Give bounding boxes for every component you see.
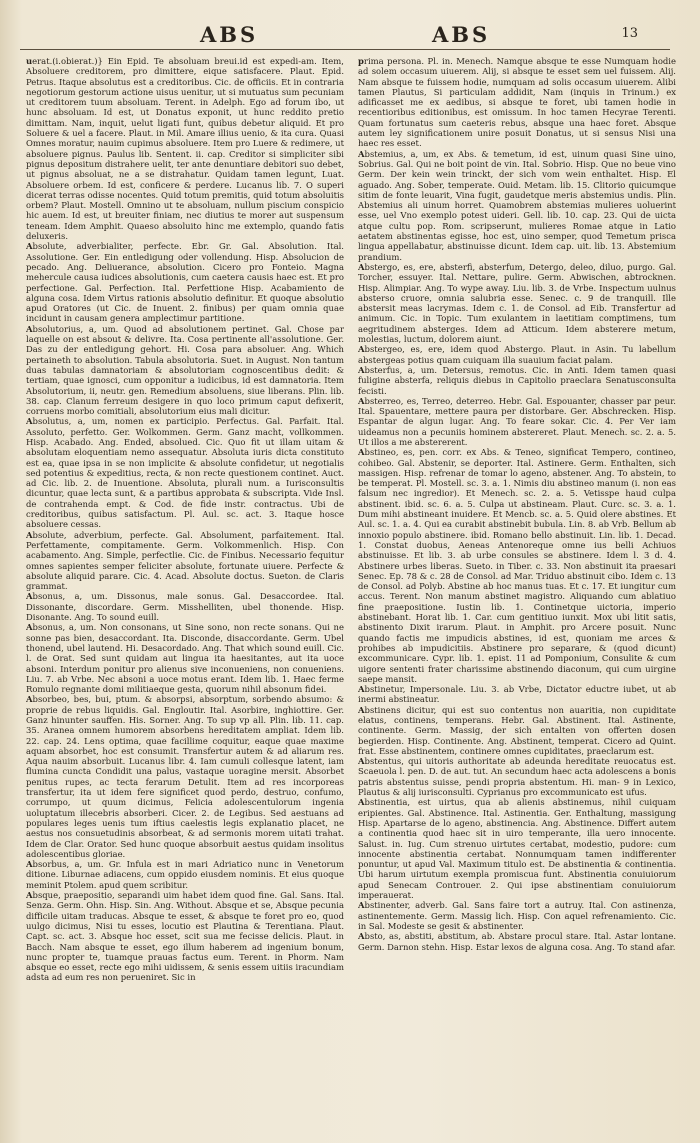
dictionary-entry: Absonus, a, um. Dissonus, male sonus. Gal. Desaccordee. Ital. Dissonante, discordare. Germ. Misshelliten, ubel thonende. Hisp. Disonante. Ang. To sound euill. — [26, 591, 344, 623]
page-number: 13 — [621, 26, 638, 41]
dictionary-entry: Absterreo, es, Terreo, deterreo. Hebr. Gal. Espouanter, chasser par peur. Ital. Spauentare, mettere paura per distorbare. Ger. Abschrecken. Hisp. Espantar de algun lugar. Ang. To feare sokar. Cic. 4. Per Ver iam uideamus non a pecuniis hominem abstereret. Plaut. Menech. sc. 2. a. 5. Ut illos a me abstererent. — [358, 395, 676, 447]
dictionary-entry: Abstineo, es, pen. corr. ex Abs. & Teneo, significat Tempero, contineo, cohibeo. Gal. Abstenir, se deporter. Ital. Astinere. Germ. Enthalten, sich massigen. Hisp. refrenar de tomar lo ageno, abstener. Ang. To abstein, to be temperat. Pl. Mostell. sc. 3. a. 1. Nimis diu abstineo manum (i. non eas falsum nec ingredior). Et Menech. sc. 2. a. 5. Vetisspe haud culpa abstinent. ibid. sc. 6. a. 5. Culpa ut abstineam. Plaut. Curc. sc. 3. a. 1. Dum mihi abstineant inuidere. Et Mencb. sc. a. 5. Quid olere abstines. Et Aul. sc. 1. a. 4. Qui ea curabit abstinebit bubula. Lin. 8. ab Vrb. Bellum ab innoxio populo abstinere. ibid. Romano bello abstinuit. Lin. lib. 1. Decad. 1. Constat duobus, Aeneas Antenoreque omne ius belli Achiuos abstinuisse. Et lib. 3. ab urbe consules se abstinere. Idem l. 3 d. 4. Abstinere urbes liberas. Sueto. in Tiber. c. 33. Non abstinuit ita praesari Senec. Ep. 78 & c. 28 de Consol. ad Mar. Triduo abstinuit cibo. Idem c. 13 de Consol. ad Polyb. Abstine ab hoc manus tuas. Et c. 17. Et iungitur cum accus. Terent. Non manum abstinet magistro. Aliquando cum ablatiuo fine praepositione. Iustin lib. 1. Continetque uictoria, imperio abstinebant. Horat lib. 1. Car. cum gentitiuo iunxit. Mox ubi litit satis, abstinento Dixit irarum. Plaut. in Amphit. pro Arcere posuit. Nunc quando factis me impudicis abstines, id est, quoniam me arces & prohibes ab impudicitiis. Abstinere pro separare, & (quod dicunt) excommunicare. Cypr. lib. 1. epist. 11 ad Pomponium, Consulite & cum uigore sententi frater charissime abstinendo diaconum, qui cum uirgine saepe mansit. — [358, 447, 676, 684]
dictionary-entry: Abstergeo, es, ere, idem quod Abstergo. Plaut. in Asin. Tu labellum abstergeas potius quam cuiquam illa suauium faciat palam. — [358, 344, 676, 365]
dictionary-entry: Absorbeo, bes, bui, ptum. & absorpsi, absorptum, sorbendo absumo: & proprie de rebus liquidis. Gal. Engloutir. Ital. Asorbire, inghiottire. Ger. Ganz hinunter sauffen. His. Sorner. Ang. To sup vp all. Plin. lib. 11. cap. 35. Aranea omnem humorem absorbens hereditatem ampliat. Idem lib. 22. cap. 24. Lens optima, quae facillime coquitur, eaque quae maxime aquam absorbet, hoc est consumit. Transfertur autem & ad aliarum res. Aqua nauim absorbuit. Lucanus libr. 4. Iam cumuli collesque latent, iam flumina cuncta Condidit una palus, vastaque uoragine mersit. Absorbet penitus rupes, ac tecta ferarum Detulit. Item ad res incorporeas transfertur, ita ut idem fere significet quod perdo, destruo, confumo, corrumpo, ut quum dicimus, Felicia adolescentulorum ingenia uoluptatum illecebris absorberi. Cicer. 2. de Legibus. Sed aestuans ad populares leges uenis tum iftius caelestis legis explanatio placet, ne aestus nos consuetudinis absorbeat, & ad sermonis morem uitati trahat. Idem de Clar. Orator. Sed hunc quoque absorbuit aestus quidam insolitus adolescentibus gloriae. — [26, 694, 344, 859]
page-header — [0, 18, 700, 50]
dictionary-entry: Abstinens dicitur, qui est suo contentus non auaritia, non cupiditate elatus, continens, temperans. Hebr. Gal. Abstinent. Ital. Astinente, continente. Germ. Massig, der sich entalten von offerten dosen begierden. Hisp. Continente. Ang. Abstinent, temperat. Cicero ad Quint. frat. Esse abstinentem, continere omnes cupiditates, praeclarum est. — [358, 704, 676, 756]
right-guide-word: ABS — [432, 22, 491, 47]
header-rule — [20, 49, 670, 50]
dictionary-entry: Absolute, adverbialiter, perfecte. Ebr. Gr. Gal. Absolution. Ital. Assolutione. Ger. Ein entledigung oder vollendung. Hisp. Absolucion de pecado. Ang. Deliuerance, absolution. Cicero pro Fonteio. Magna mehercule causa iudices absolutionis, cum caetera causis haec est. Et pro perfectione. Gal. Perfection. Ital. Perfettione Hisp. Acabamiento de alguna cosa. Idem Virtus rationis absolutio definitur. Et quoque absolutio apud Oratores (ut Cic. de Inuent. 2. finibus) per quam omnia quae incidunt in causam genera amplectimur partitione. — [26, 241, 344, 324]
dictionary-entry: Absterfus, a, um. Detersus, remotus. Cic. in Anti. Idem tamen quasi fuligine absterfa, reliquis diebus in Capitolio praeclara Senatusconsulta fecisti. — [358, 364, 676, 396]
dictionary-entry: Absolute, adverbium, perfecte. Gal. Absolument, parfaitement. Ital. Perfettamente, compitamente. Germ. Volkommenlich. Hisp. Con acabamento. Ang. Simple, perfectlie. Cic. de Finibus. Necessario fequitur omnes sapientes semper feliciter absolute, fortunate uiuere. Perfecte & absolute aliquid parare. Cic. 4. Acad. Absolute doctus. Sueton. de Claris grammat. — [26, 529, 344, 592]
dictionary-entry: Abstinetur, Impersonale. Liu. 3. ab Vrbe, Dictator eductre iubet, ut ab inermi abstineatur. — [358, 684, 676, 705]
dictionary-entry: Absonus, a, um. Non consonans, ut Sine sono, non recte sonans. Qui ne sonne pas bien, desaccordant. Ita. Disconde, disaccordante. Germ. Ubel thonend, ubel lautend. Hi. Desacordado. Ang. That which sound euill. Cic. l. de Orat. Sed sunt quidam aut lingua ita haesitantes, aut ita uoce absoni. Interdum ponitur pro alienus sive inconueniens, non conueniens. Liu. 7. ab Vrbe. Nec absoni a uoce motus erant. Idem lib. 1. Haec ferme Romulo regnante domi militiaeque gesta, quorum nihil absonum fidei. — [26, 622, 344, 695]
left-guide-word: ABS — [200, 22, 259, 47]
dictionary-entry: Absorbus, a, um. Gr. Infula est in mari Adriatico nunc in Venetorum ditione. Liburnae adiacens, cum oppido eiusdem nominis. Et eius quoque meminit Ptolem. apud quem scribitur. — [26, 859, 344, 890]
dictionary-entry: Abstergo, es, ere, absterfi, absterfum, Detergo, deleo, diluo, purgo. Gal. Torcher, essuyer. Ital. Nettare, pulire. Germ. Abwischen, abtrocknen. Hisp. Alimpiar. Ang. To wype away. Liu. lib. 3. de Vrbe. Inspectum uulnus absterso cruore, omnia salubria esse. Senec. c. 9 de tranquill. Ille abstersit meas lacrymas. Idem c. 1. de Consol. ad Eib. Transfertur ad animum. Cic. in Topic. Tum exulantem in laetitiam comptimens, tum aegritudinem absterges. Idem ad Atticum. Idem absterere metum, molestias, luctum, dolorem aiunt. — [358, 261, 676, 345]
dictionary-entry: Absolutorius, a, um. Quod ad absolutionem pertinet. Gal. Chose par laquelle on est absout & delivre. Ita. Cosa pertinente all'assolutione. Ger. Das zu der entledigung gehort. Hi. Cosa para absoluer. Ang. Which pertaineth to absolution. Tabula absolutoria. Suet. in August. Non tantum duas tabulas damnatoriam & absolutoriam cognoscentibus dedit: & tertiam, quae ignosci, cum opponitur a iudicibus, id est damnatoria. Item Absolutorium, ii, neutr. gen. Remedium absoluens, siue liberans. Plin. lib. 38. cap. Clanum ferreum desigere in quo loco primum caput defixerit, corruens morbo comitiali, absolutorium eius mali dicitur. — [26, 323, 344, 417]
dictionary-entry: Absto, as, abstiti, abstitum, ab. Abstare procul stare. Ital. Astar lontane. Germ. Darnon stehn. Hisp. Estar lexos de alguna cosa. Ang. To stand afar. — [358, 931, 676, 952]
dictionary-entry: uerat.(i.obierat.)} Ein Epid. Te absoluam breui.id est expedi-am. Item, Absoluere creditorem, pro dimittere, eique satisfacere. Plaut. Epid. Petrus. Itaque absolutus est a creditoribus. Cic. de officiis. Et in contraria negotiorum gestorum actione uisus uenitur, ut si mutuatus sum pecuniam ut creditorem tuum absoluam. Terent. in Adelph. Ego ad forum ibo, ut hunc absoluam. Id est, ut Donatus exponit, ut hunc reddito pretio dimittam. Nam, inquit, uelut ligati funt, quibus debetur aliquid. Et pro Soluere & uel a facere. Plaut. in Mil. Amare illius uenio, & ita cura. Quasi Omnes moratur, nauim cupimus absoluere. Item pro Luere & redimere, ut absoluere pignus. Paulus lib. Sentent. ii. cap. Creditor si simpliciter sibi pignus depositum distrahere uelit, ter ante denuntiare debitori suo debet, ut pignus absoluat, ne a se distrahatur. Quidam tamen legunt, Luat. Absoluere orbem. Id est, conficere & perdere. Lucanus lib. 7. O superi dicerat terras odisse nocentes. Quid totum premitis, quid totum absoluitis orbem? Plaut. Mostell. Omnino ut te absoluam, nullum piscium conspicio hic auem. Id est, ut breuiter finiam, nec diutius te morer aut suspensum teneam. Idem Amphit. Quaeso absoluito hinc me extemplo, quando fatis deluxeris. — [26, 56, 344, 242]
right-column — [358, 56, 676, 1124]
dictionary-entry: Absque, praepositio, separandi uim habet idem quod fine. Gal. Sans. Ital. Senza. Germ. Ohn. Hisp. Sin. Ang. Without. Absque et se, Absque pecunia difficile uitam traducas. Absque te esset, & absque te foret pro eo, quod uulgo dicimus, Nisi tu esses, locutio est Plautina & Terentiana. Plaut. Capt. sc. act. 3. Absque hoc esset, scit sua me fecisse delicis. Plaut. in Bacch. Nam absque te esset, ego illum haberem ad ingenium bonum, nunc propter te, tuamque prauas factus eum. Terent. in Phorm. Nam absque eo esset, recte ego mihi uidissem, & senis essem uitiis iracundiam adsta ad eum res non perueniret. Sic in — [26, 890, 344, 983]
dictionary-entry: prima persona. Pl. in. Menech. Namque absque te esse Numquam hodie ad solem occasum uiuerem. Alij, si absque te esset sem uel fuissem. Alij. Nam absque te fuissem hodie, numquam ad solis occasum uiuerem. Alibi tamen Plautus, Si particulam addidit, Nam (inquis in Trinum.) ex adificasset me ex aedibus, si absque te foret, ubi tamen hodie in recentioribus editionibus, est omissum. In hoc tamen Hecyrae Terenti. Quam fortunatus sum caeteris rebus, absque una haec foret. Absque autem ley significationem unire posuit Donatus, ut si sensus Nisi una haec res esset. — [358, 56, 676, 149]
dictionary-entry: Abstinentia, est uirtus, qua ab alienis abstinemus, nihil cuiquam eripientes. Gal. Abstinence. Ital. Astinentia. Ger. Enthaltung, massigung Hisp. Apartarse de lo ageno, abstinencia. Ang. Abstinence. Differt autem a continentia quod haec sit in uiro temperante, illa uero innocente. Salust. in. Iug. Cum strenuo uirtutes certabat, modestio, pudore: cum innocente abstinentia certabat. Nonnumquam tamen indifferenter ponuntur, ut apud Val. Maximum titulo est. De abstinentia & continentia. Ubi harum uirtutum exempla promiscua funt. Abstinentia conuiuiorum apud Senecam Controuer. 2. Qui ipse abstinentiam conuiuiorum imperauerat. — [358, 797, 676, 901]
left-column — [26, 56, 344, 1124]
dictionary-entry: Absolutus, a, um, nomen ex participio. Perfectus. Gal. Parfait. Ital. Assoluto, perfetto. Ger. Wolkommen. Germ. Ganz macht, vollkommen. Hisp. Acabado. Ang. Ended, absolued. Cic. Quo fit ut illam uitam & absolutam eloquentiam nemo assequatur. Absoluta iuris dicta constituto est ea, quae ipsa in se non implicite & absolute confidetur, ut negotialis sed potentius & expeditius, recta, & non recte questionem continet. Auct. ad Cic. lib. 2. de Inuentione. Absoluta, plurali num. a Iurisconsultis dicuntur, quae lecta sunt, & a partibus approbata & subscripta. Vide Insl. de contrahenda empt. & Cod. de fide instr. contractus. Ubi de creditoribus, quibus satisfactum. Pl. Aul. sc. act. 3. Itaque hosce absoluere cessas. — [26, 416, 344, 530]
dictionary-entry: Abstemius, a, um, ex Abs. & temetum, id est, uinum quasi Sine uino, Sobrius. Gal. Qui ne boit point de vin. Ital. Sobrio. Hisp. Que no beue vino Germ. Der kein wein trinckt, der sich vom wein enthaltet. Hisp. El aguado. Ang. Sober, temperate. Ouid. Metam. lib. 15. Clitorio quicumque sitim de fonte leuarit, Vina fugit, gaudetque meris abstemius undis. Plin. Abstemius ali uinum horret. Quamobrem abstemias mulieres uoluerint esse, uel Vno exemplo potest uideri. Gell. lib. 10. cap. 23. Qui de uicta atque cultu pop. Rom. scripserunt, mulieres Romae atque in Latio aetatem abstinentas egisse, hoc est, uino semper, quod Temetum prisca lingua appellabatur, abstinuisse dicunt. Idem cap. uit. lib. 13. Abstemium prandium. — [358, 148, 676, 262]
dictionary-entry: Abstinenter, adverb. Gal. Sans faire tort a autruy. Ital. Con astinenza, astinentemente. Germ. Massig lich. Hisp. Con aquel refrenamiento. Cic. in Sal. Modeste se gesit & abstinenter. — [358, 900, 676, 931]
text-columns — [26, 56, 676, 1124]
dictionary-entry: Abstentus, qui uitoris authoritate ab adeunda hereditate reuocatus est. Scaeuola l. pen. D. de aut. tut. An secundum haec acta adolescens a bonis patris abstentus suisse, pendi propria abstentum. Hi. man- 9 in Lexico, Plautus & alij iurisconsulti. Cyprianus pro excommunicato est ufus. — [358, 756, 676, 798]
